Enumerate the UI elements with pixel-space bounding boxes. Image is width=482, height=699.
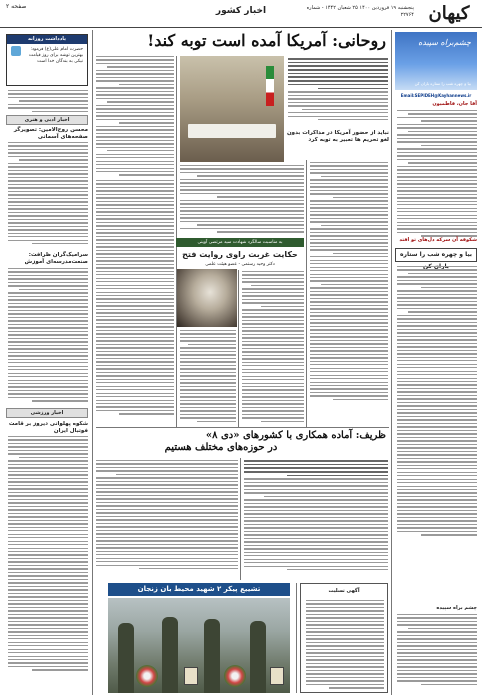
right-column-footer: چشم براه سپیده xyxy=(436,605,477,611)
flag-icon xyxy=(266,66,274,106)
meeting-photo xyxy=(180,56,284,162)
section-title: اخبار کشور xyxy=(215,6,267,16)
masthead xyxy=(0,0,482,28)
article-column xyxy=(96,56,174,178)
column-banner xyxy=(395,32,477,90)
funeral-photo xyxy=(108,598,290,693)
feature-category-band: به مناسبت سالگرد شهادت سید مرتضی آوینی xyxy=(176,238,304,247)
article-column xyxy=(8,142,88,247)
article-column xyxy=(8,268,88,404)
wreath xyxy=(224,665,246,687)
ad-block xyxy=(300,583,388,693)
person-figure xyxy=(118,623,134,693)
news-headline[interactable]: شکوه پهلوانی دیروز بر قامت فوتبال ایران xyxy=(8,421,88,434)
column-divider xyxy=(296,583,297,693)
poem-text xyxy=(397,110,477,239)
second-headline-main: ظریف: آماده همکاری با کشورهای «دی ۸» xyxy=(205,430,386,441)
lead-paragraph xyxy=(288,58,388,123)
news-headline[interactable]: سرامیک‌گران ظرافت: صنعت‌مدرسه‌ای آموزش xyxy=(24,252,88,265)
main-headline[interactable]: روحانی: آمریکا آمده است توبه کند! xyxy=(147,31,386,50)
feature-text xyxy=(242,271,304,424)
person-figure xyxy=(250,621,266,693)
ad-text xyxy=(306,600,384,691)
column-divider xyxy=(240,458,241,580)
boxed-verse: بیا و چهره شب را ستاره xyxy=(395,248,477,262)
section-band: اخبار ادبی و هنری xyxy=(6,115,88,125)
quote-box-text: حضرت امام علی(ع) فرمود: بهترین توشه برای روز قیامت نیکی به بندگان خدا است xyxy=(28,47,83,64)
column-divider xyxy=(238,270,239,428)
book-icon xyxy=(11,46,21,56)
second-headline-sub: در حوزه‌های مختلف هستیم xyxy=(164,442,278,453)
person-figure xyxy=(162,617,178,693)
section-divider xyxy=(96,427,389,428)
quote-box-heading: یادداشت روزانه xyxy=(7,35,87,44)
feature-author: دکتر وحید رستمی - عضو هیئت علمی xyxy=(205,262,275,267)
section-band: اخبار ورزشی xyxy=(6,408,88,418)
banner-title: چشم‌براه سپیده xyxy=(418,38,471,47)
article-column xyxy=(310,162,388,402)
article-column xyxy=(96,460,238,572)
second-headline[interactable] xyxy=(96,430,386,454)
portrait-photo xyxy=(177,269,237,327)
article-column xyxy=(180,165,304,235)
banner-subtitle: بیا و چهره شب را ستاره باران کن xyxy=(414,81,471,86)
person-figure xyxy=(204,619,220,693)
right-column-heading: شکوفه آن سرکه دل‌های تو افتد xyxy=(399,237,477,243)
sub-headline: نباید از حضور آمریکا در مذاکرات بدون لغو تحریم ها تعبیر به توبه کرد xyxy=(286,130,389,143)
poem-text xyxy=(397,614,477,687)
newspaper-logo[interactable]: کیهان xyxy=(428,3,470,24)
article-column xyxy=(8,90,88,114)
feature-title[interactable]: حکایت غربت راوی روایت فتح xyxy=(182,250,298,259)
photo-caption-band[interactable]: تشییع پیکر ۲ شهید محیط بان زنجان xyxy=(108,583,290,596)
portrait-frame xyxy=(184,667,198,685)
wreath xyxy=(136,665,158,687)
contact-email[interactable]: Email:SEPIDEH@Kayhannews.ir xyxy=(400,93,472,98)
article-column xyxy=(96,180,174,417)
portrait-frame xyxy=(270,667,284,685)
ad-heading: آگهی تسلیت xyxy=(328,588,360,594)
article-column xyxy=(8,436,88,673)
column-divider xyxy=(306,160,307,428)
page-number: صفحه ۲ xyxy=(6,3,27,10)
poem-text xyxy=(397,266,477,538)
conference-table xyxy=(188,124,276,138)
article-column xyxy=(244,460,388,573)
column-divider xyxy=(391,30,392,695)
right-column-heading: آقا جان، فاطمیون xyxy=(432,101,477,107)
feature-text xyxy=(180,330,236,424)
date-line: پنجشنبه ۱۹ فروردین ۱۴۰۰ ۲۵ شعبان ۱۴۴۲ - شماره ۲۲۷۶۴ xyxy=(306,5,414,18)
quote-box xyxy=(6,34,88,86)
column-divider xyxy=(92,30,93,695)
news-headline[interactable]: محسن روح‌الامین: تصویرگر صفحه‌های آسمانی xyxy=(13,127,88,140)
